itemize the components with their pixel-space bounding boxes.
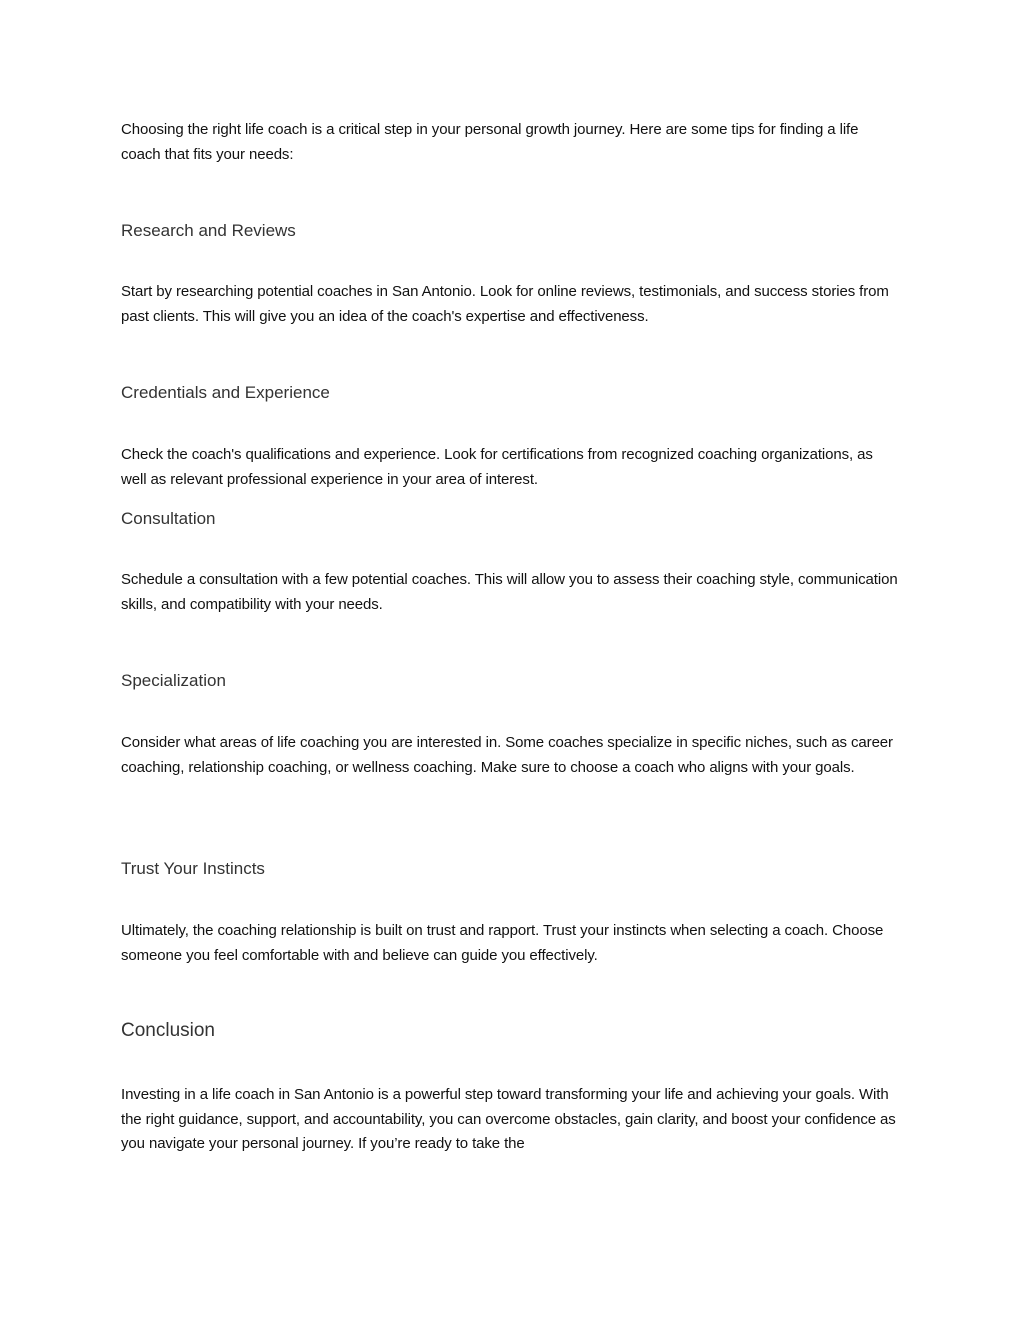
section-heading-consultation: Consultation: [121, 509, 216, 528]
section-heading-credentials-and-experience: Credentials and Experience: [121, 383, 330, 402]
section-body-credentials-and-experience: Check the coach's qualifications and experience. Look for certifications from recognized coaching organizations, as well as relevant professional experience in your area of interest.: [121, 446, 873, 488]
section-body-trust-your-instincts: Ultimately, the coaching relationship is built on trust and rapport. Trust your instincts when selecting a coach. Choose someone you feel comfortable with and believe can guide you effectively.: [121, 922, 884, 964]
section-heading-conclusion: Conclusion: [121, 1020, 215, 1041]
intro-paragraph: Choosing the right life coach is a critical step in your personal growth journey. Here are some tips for finding a life coach that fits your needs:: [121, 121, 859, 163]
section-heading-research-and-reviews: Research and Reviews: [121, 221, 296, 240]
section-body-conclusion: Investing in a life coach in San Antonio is a powerful step toward transforming your life and achieving your goals. With the right guidance, support, and accountability, you can overcome obstacles, gain clarity, and boost your confidence as you navigate your personal journey. If you’re ready to take the: [121, 1086, 896, 1152]
section-heading-trust-your-instincts: Trust Your Instincts: [121, 859, 265, 878]
section-body-research-and-reviews: Start by researching potential coaches in San Antonio. Look for online reviews, testimonials, and success stories from past clients. This will give you an idea of the coach's expertise and effectiveness.: [121, 283, 889, 325]
section-heading-specialization: Specialization: [121, 671, 226, 690]
section-body-specialization: Consider what areas of life coaching you are interested in. Some coaches specialize in specific niches, such as career coaching, relationship coaching, or wellness coaching. Make sure to choose a coach who aligns with your goals.: [121, 734, 893, 776]
section-body-consultation: Schedule a consultation with a few potential coaches. This will allow you to assess their coaching style, communication skills, and compatibility with your needs.: [121, 571, 898, 613]
